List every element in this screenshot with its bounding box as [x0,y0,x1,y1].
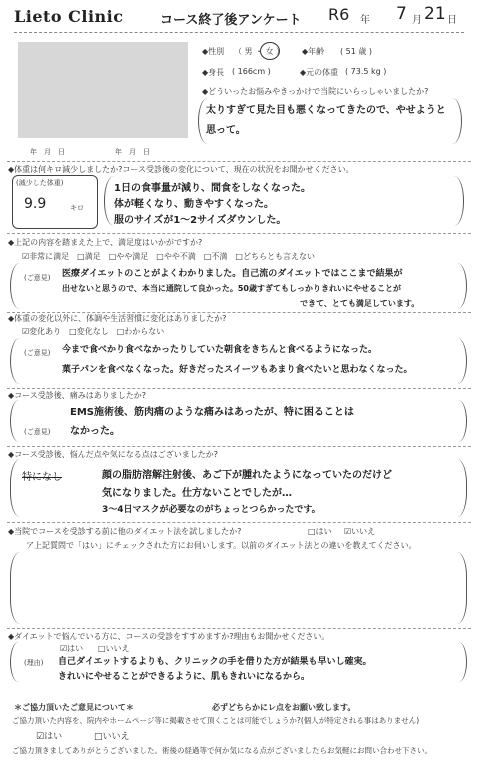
q8-answer-line1: 自己ダイエットするよりも、クリニックの手を借りた方が結果も早いし確実。 [58,657,372,667]
q6-question: ◆コース受診後、悩んだ点や気になる点はございましたか? [8,450,218,459]
consent-yes-checkbox[interactable]: ☑はい [36,732,63,742]
q7-no-checkbox[interactable]: ☑いいえ [344,527,376,536]
age-label: ◆年齢 [302,47,325,56]
date-month: 7 [396,4,407,24]
orig-weight-label: ◆元の体重 [300,68,339,77]
notice-title: ＊ご協力頂いたご意見について＊ [14,703,134,712]
q3-label: (ご意見) [24,274,51,282]
consent-question: ご協力頂いた内容を、院内やホームページ等に掲載させて頂くことは可能でしょうか?(個人が特定される事はありません) [12,716,420,725]
section-divider [7,388,471,389]
consent-no-checkbox[interactable]: □いいえ [94,732,130,742]
q5-question: ◆コース受診後、痛みはありましたか? [8,391,146,400]
q2-answer-line1: 1日の食事量が減り、間食をしなくなった。 [114,183,311,194]
q5-answer-line2: なかった。 [70,426,120,437]
q5-answer-line1: EMS施術後、筋肉痛のような痛みはあったが、特に困ることは [70,407,354,418]
section-divider [7,628,471,629]
age-value: ( 51 歳 ) [340,47,373,56]
q2-answer-line3: 服のサイズが1～2サイズダウンした。 [114,215,287,226]
notice-emphasis: 必ずどちらかにレ点をお願い致します。 [212,703,356,712]
gender-circle [260,42,280,60]
section-divider [7,446,471,447]
q8-no-checkbox[interactable]: □いいえ [98,644,130,653]
thanks-message: ご協力頂きましてありがとうございました。術後の経過等で何か気になる点がございましたらお気軽にお問い合わせ下さい。 [12,746,432,755]
q2-unit: キロ [70,204,84,212]
q8-question: ◆ダイエットで悩んでいる方に、コースの受診をすすめますか?理由もお聞かせください。 [8,632,330,641]
q2-answer-line2: 体が軽くなり、動きやすくなった。 [114,199,274,210]
q8-label: (理由) [24,659,44,667]
photo-before-date: 年 月 日 [30,148,65,156]
q5-label: (ご意見) [24,428,51,436]
gender-label: ◆性別 [202,47,225,56]
q6-answer-line3: 3～4日マスクが必要なのがちょっとつらかったです。 [102,505,321,515]
q2-question: ◆体重は何キロ減少しましたか?コース受診後の変化について、現在の状況をお聞かせください。 [8,165,354,174]
date-era: R6 [328,5,350,24]
q2-weight-value: 9.9 [24,196,47,212]
q4-answer-line1: 今まで食べかり食べなかったりしていた朝食をきちんと食べるようになった。 [62,345,378,355]
q6-answer-line2: 気になりました。仕方ないことでしたが… [102,488,292,499]
q3-question: ◆上記の内容を踏まえた上で、満足度はいかがですか? [8,238,203,247]
date-month-label: 月 [412,15,422,26]
section-divider [7,233,471,234]
section-divider [7,161,471,162]
q8-yes-checkbox[interactable]: ☑はい [60,644,84,653]
section-divider [7,522,471,523]
photo-after-date: 年 月 日 [115,148,150,156]
date-day: 21 [424,4,446,24]
q7-question: ◆当院でコースを受診する前に他のダイエット法を試しましたか? [8,527,242,536]
date-year-label: 年 [360,15,370,26]
q7-bracket [10,552,467,624]
height-label: ◆身長 [202,68,225,77]
q8-answer-line2: きれいにやせることができるように、肌もきれいになるから。 [58,672,311,682]
gender-options: （ 男 ・ 女 ） [234,47,285,56]
q6-strike-text: 特になし [22,472,62,483]
q1-answer-line1: 太りすぎて見た目も悪くなってきたので、やせようと [206,105,446,116]
q6-answer-line1: 顔の脂肪溶解注射後、あご下が腫れたようになっていたのだけど [102,470,392,481]
photo-area [18,42,188,138]
q7-sub-question: ア上記質問で「はい」にチェックされた方にお伺いします。以前のダイエット法との違いを教えてください。 [26,541,417,550]
orig-weight-value: ( 73.5 kg ) [345,67,387,76]
q4-options: ☑変化あり □変化なし □わからない [22,327,165,336]
page-title: コース終了後アンケート [160,13,302,28]
header-divider [14,32,464,33]
q1-question: ◆どういったお悩みやきっかけで当院にいらっしゃいましたか? [202,87,429,96]
q4-label: (ご意見) [24,349,51,357]
date-day-label: 日 [447,15,457,26]
q3-options: ☑非常に満足 □満足 □やや満足 □やや不満 □不満 □どちらとも言えない [22,252,315,261]
height-value: ( 166cm ) [232,67,271,76]
q3-answer-line1: 医療ダイエットのことがよくわかりました。自己流のダイエットではここまで結果が [62,269,403,279]
q1-answer-line2: 思って。 [206,125,246,136]
q4-answer-line2: 菓子パンを食べなくなった。好きだったスイーツもあまり食べたいと思わなくなった。 [62,365,413,375]
q3-answer-line2: 出せないと思うので、本当に通院して良かった。50歳すぎてもしっかりきれいにやせることが [62,284,401,293]
clinic-logo: Lieto Clinic [14,7,124,26]
q3-answer-line3: できて、とても満足しています。 [300,299,420,308]
q4-question: ◆体重の変化以外に、体調や生活習慣に変化はありましたか? [8,314,227,323]
q2-label: (減少した体重) [16,179,64,187]
q7-yes-checkbox[interactable]: □はい [308,527,332,536]
